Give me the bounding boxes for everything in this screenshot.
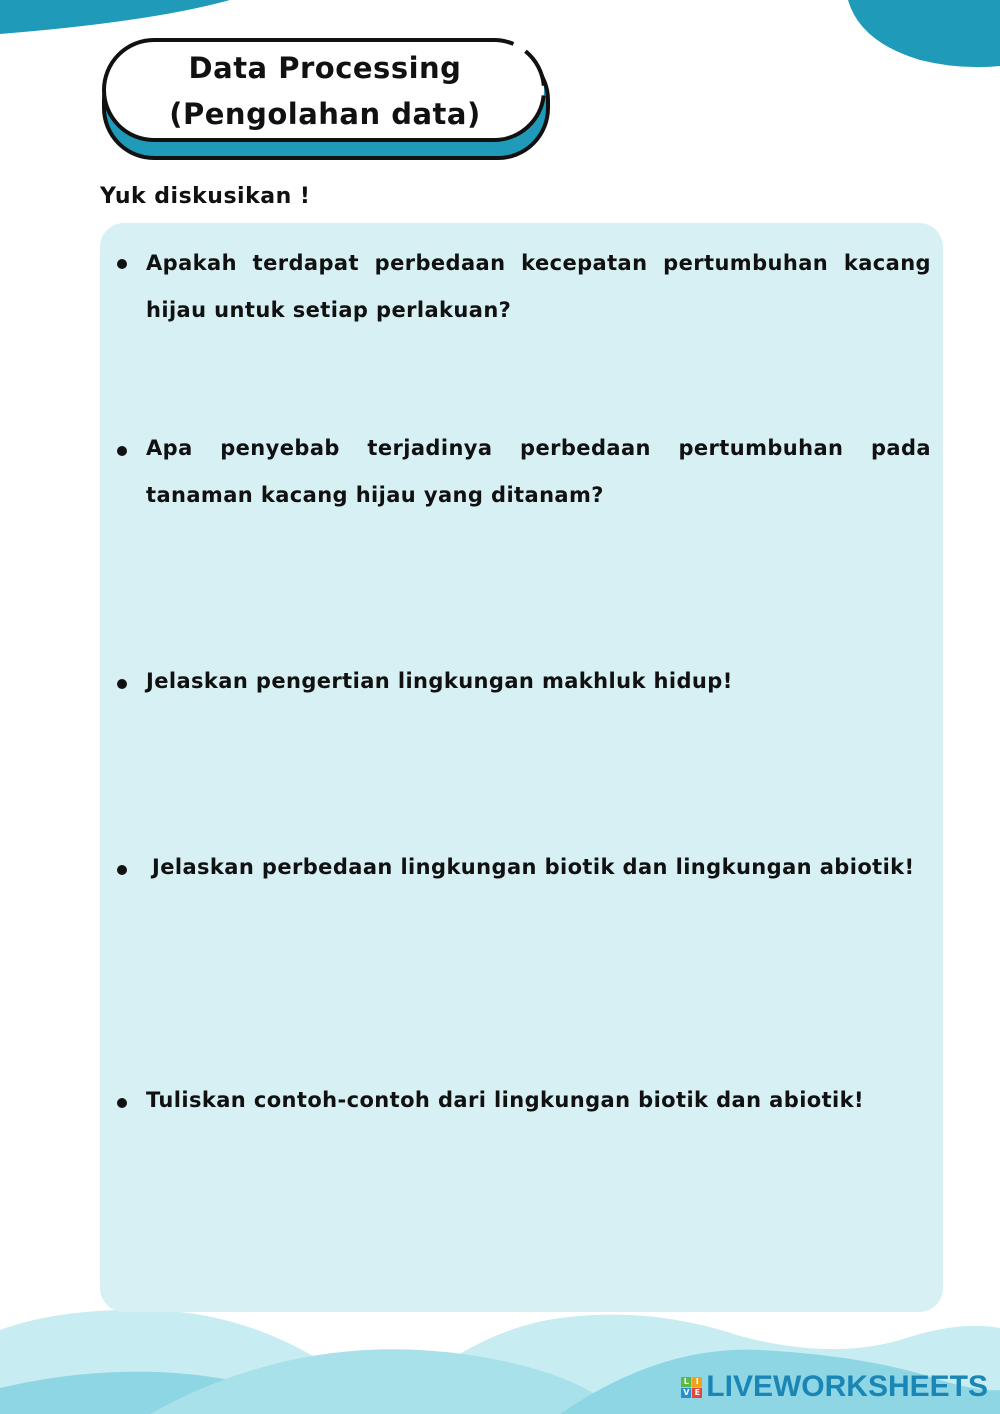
logo-letter: L <box>681 1377 691 1387</box>
page-title <box>100 36 540 146</box>
question-3: Jelaskan pengertian lingkungan makhluk hidup! <box>146 669 733 693</box>
title-line-1: Data Processing <box>188 51 462 85</box>
question-2: Apa penyebab terjadinya perbedaan pertumbuhan pada tanaman kacang hijau yang ditanam? <box>146 436 931 507</box>
question-1: Apakah terdapat perbedaan kecepatan pertumbuhan kacang hijau untuk setiap perlakuan? <box>146 251 931 322</box>
liveworksheets-logo-icon <box>681 1377 702 1398</box>
title-line-2: (Pengolahan data) <box>169 97 481 131</box>
bullet-icon <box>117 259 127 269</box>
logo-letter: V <box>683 1387 690 1397</box>
question-4: Jelaskan perbedaan lingkungan biotik dan lingkungan abiotik! <box>152 855 915 879</box>
bullet-icon <box>117 679 127 689</box>
brand-text: LIVEWORKSHEETS <box>706 1370 988 1403</box>
bullet-icon <box>117 1098 127 1108</box>
questions-panel <box>100 223 943 1312</box>
bullet-icon <box>117 865 127 875</box>
logo-letter: E <box>692 1388 702 1398</box>
question-5: Tuliskan contoh-contoh dari lingkungan biotik dan abiotik! <box>146 1088 864 1112</box>
logo-letter: I <box>692 1377 702 1387</box>
liveworksheets-brand[interactable] <box>681 1370 988 1404</box>
top-right-blob <box>848 0 1000 67</box>
top-left-blob <box>0 0 230 34</box>
intro-text: Yuk diskusikan ! <box>100 184 311 209</box>
bullet-icon <box>117 446 127 456</box>
title-badge <box>100 36 552 164</box>
